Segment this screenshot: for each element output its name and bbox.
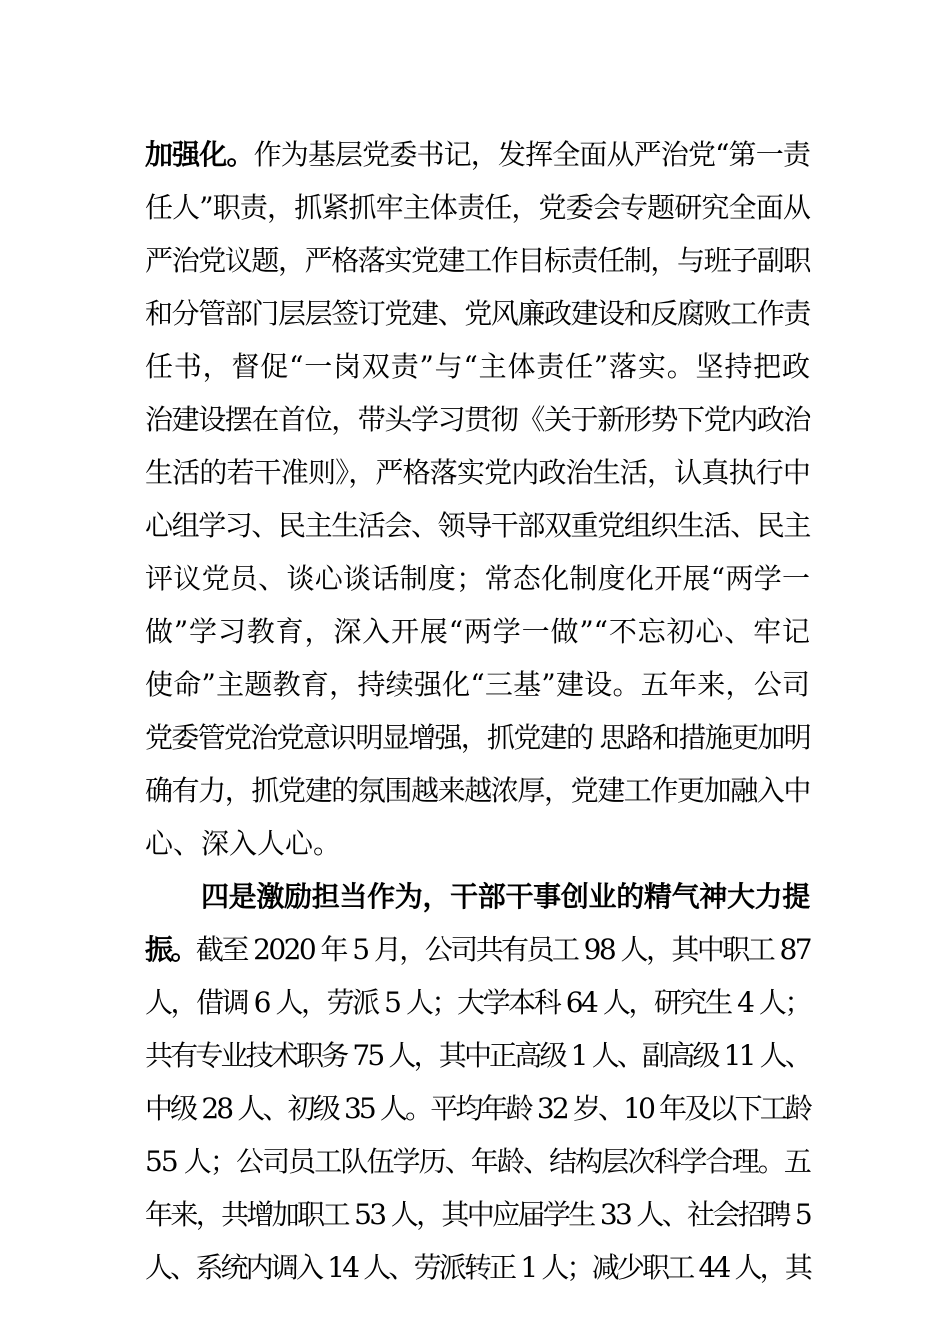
p1-line-2-text: 任人”职责，抓紧抓牢主体责任，党委会专题研究全面从 <box>145 191 810 224</box>
p2-line-8 <box>145 1241 810 1294</box>
p1-line-14-text: 心、深入人心。 <box>145 827 342 860</box>
p2-line-5 <box>145 1082 810 1135</box>
p1-line-9 <box>145 552 810 605</box>
p1-line-12-text: 党委管党治党意识明显增强，抓党建的 思路和措施更加明 <box>145 721 810 754</box>
p1-line-12 <box>145 711 810 764</box>
p2-line-7-text: 年来，共增加职工 53 人，其中应届学生 33 人、社会招聘 5 <box>145 1198 810 1231</box>
p1-line-6 <box>145 393 810 446</box>
p2-line-2 <box>145 923 810 976</box>
p2-line-6 <box>145 1135 810 1188</box>
p2-line-7 <box>145 1188 810 1241</box>
p2-line-1 <box>145 870 810 923</box>
p1-line-8-text: 心组学习、民主生活会、领导干部双重党组织生活、民主 <box>145 509 810 542</box>
p2-line-3 <box>145 976 810 1029</box>
p2-line-1-bold: 四是激励担当作为，干部干事创业的精气神大力提 <box>201 880 810 913</box>
p1-line-8 <box>145 499 810 552</box>
p1-line-13 <box>145 764 810 817</box>
p1-line-9-text: 评议党员、谈心谈话制度；常态化制度化开展“两学一 <box>145 562 810 595</box>
p2-line-4 <box>145 1029 810 1082</box>
p2-line-2-bold: 振。 <box>145 933 196 966</box>
p1-line-7-text: 生活的若干准则》，严格落实党内政治生活，认真执行中 <box>145 456 810 489</box>
p1-line-3-text: 严治党议题，严格落实党建工作目标责任制，与班子副职 <box>145 244 810 277</box>
p1-line-4 <box>145 287 810 340</box>
p1-line-6-text: 治建设摆在首位，带头学习贯彻《关于新形势下党内政治 <box>145 403 810 436</box>
p1-line-1-bold: 加强化。 <box>145 138 254 171</box>
p1-line-11-text: 使命”主题教育，持续强化“三基”建设。五年来，公司 <box>145 668 810 701</box>
p1-line-1 <box>145 128 810 181</box>
p1-line-4-text: 和分管部门层层签订党建、党风廉政建设和反腐败工作责 <box>145 297 810 330</box>
p2-line-5-text: 中级 28 人、初级 35 人。平均年龄 32 岁、10 年及以下工龄 <box>145 1092 810 1125</box>
p1-line-5 <box>145 340 810 393</box>
p2-line-2-text: 截至 2020 年 5 月，公司共有员工 98 人，其中职工 87 <box>195 933 810 966</box>
p1-line-11 <box>145 658 810 711</box>
p1-line-14 <box>145 817 810 870</box>
p1-line-7 <box>145 446 810 499</box>
p1-line-10 <box>145 605 810 658</box>
p1-line-1-text: 作为基层党委书记，发挥全面从严治党“第一责 <box>253 138 810 171</box>
p2-line-8-text: 人、系统内调入 14 人、劳派转正 1 人；减少职工 44 人，其 <box>145 1251 810 1284</box>
document-body <box>145 128 810 1294</box>
p2-line-4-text: 共有专业技术职务 75 人，其中正高级 1 人、副高级 11 人、 <box>145 1039 810 1072</box>
p2-line-3-text: 人，借调 6 人，劳派 5 人；大学本科 64 人，研究生 4 人； <box>145 986 810 1019</box>
p1-line-5-text: 任书，督促“一岗双责”与“主体责任”落实。坚持把政 <box>145 350 810 383</box>
p2-line-6-text: 55 人；公司员工队伍学历、年龄、结构层次科学合理。五 <box>145 1145 810 1178</box>
p1-line-3 <box>145 234 810 287</box>
p1-line-10-text: 做”学习教育，深入开展“两学一做”“不忘初心、牢记 <box>145 615 810 648</box>
p1-line-13-text: 确有力，抓党建的氛围越来越浓厚，党建工作更加融入中 <box>145 774 810 807</box>
p1-line-2 <box>145 181 810 234</box>
